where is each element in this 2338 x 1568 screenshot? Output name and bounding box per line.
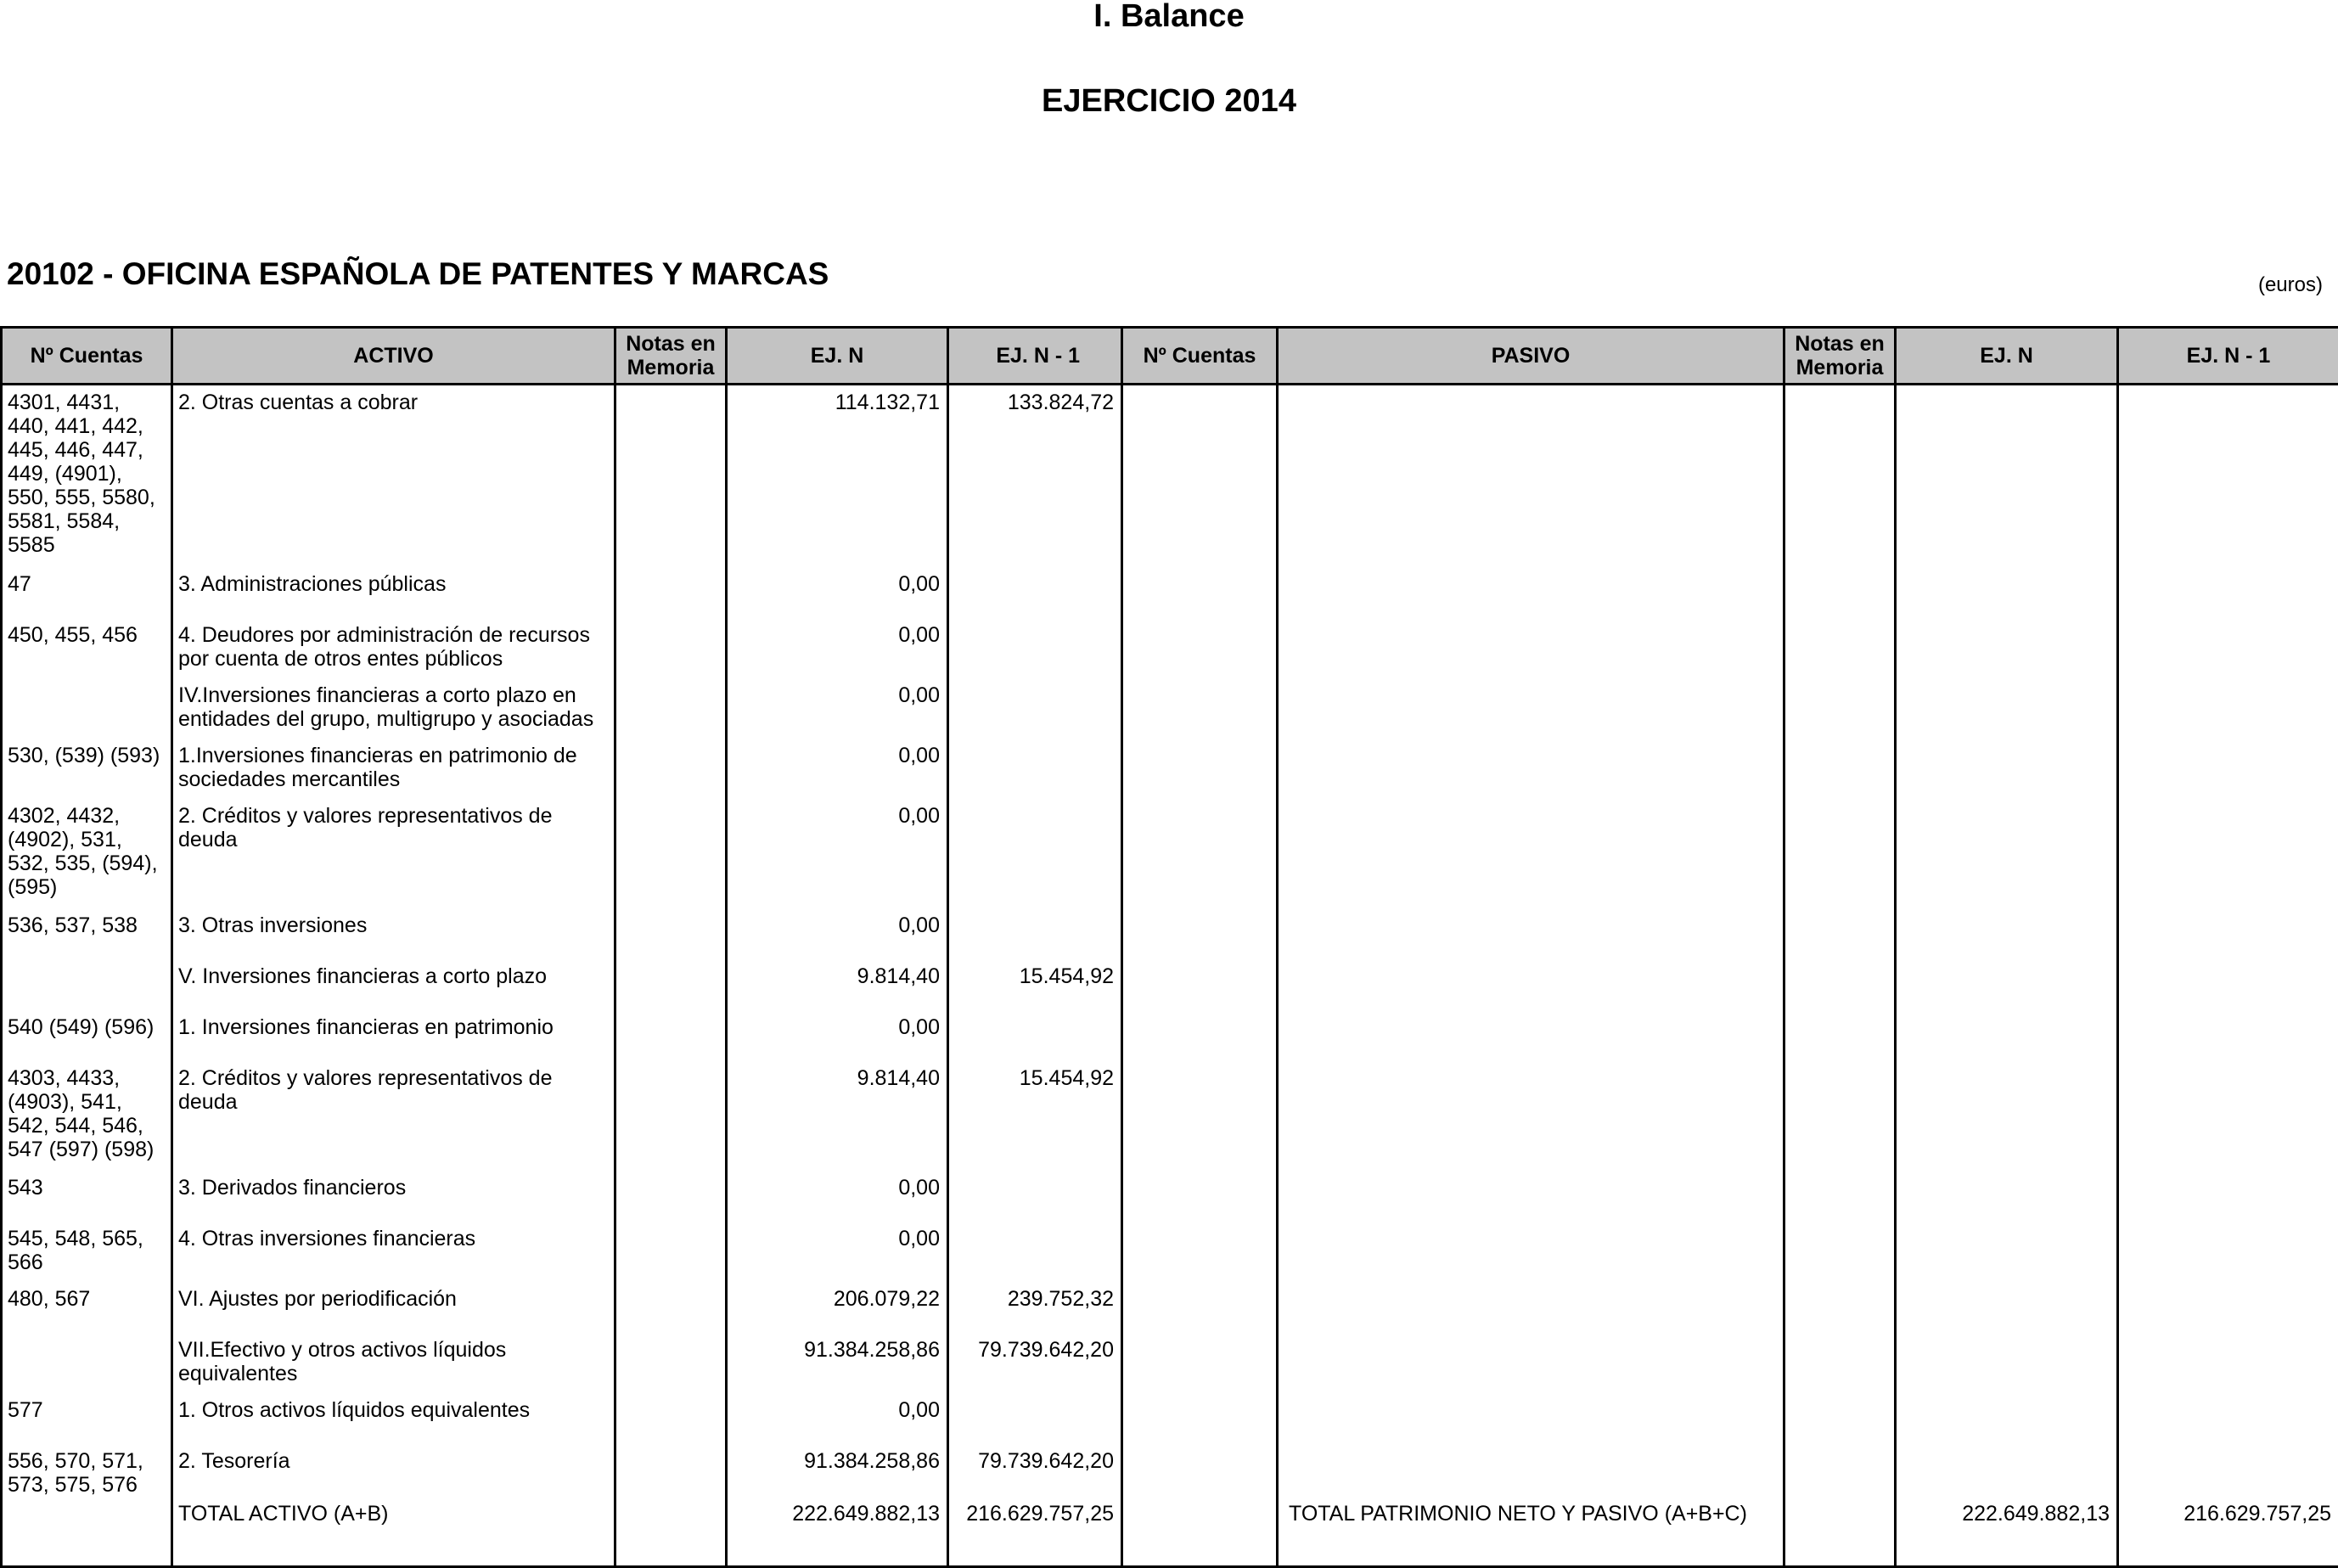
pasivo-ej-n-cell <box>1896 678 2118 739</box>
ej-n1-cell <box>948 1222 1122 1282</box>
pasivo-concepto-cell <box>1278 1171 1784 1222</box>
notas-cell <box>615 618 727 678</box>
pasivo-concepto-cell <box>1278 385 1784 567</box>
pasivo-ej-n1-cell <box>2118 799 2338 908</box>
organization-heading: 20102 - OFICINA ESPAÑOLA DE PATENTES Y MARCAS <box>7 256 829 291</box>
total-activo-label: TOTAL ACTIVO (A+B) <box>172 1497 615 1567</box>
notas-cell <box>615 567 727 618</box>
concepto-cell: 1. Otros activos líquidos equivalentes <box>172 1393 615 1444</box>
pasivo-notas-cell <box>1784 1333 1896 1393</box>
pasivo-concepto-cell <box>1278 739 1784 799</box>
header-ej-n1-pasivo: EJ. N - 1 <box>2118 328 2338 385</box>
pasivo-ej-n1-cell <box>2118 1393 2338 1444</box>
pasivo-ej-n-cell <box>1896 567 2118 618</box>
total-pasivo-ej-n: 222.649.882,13 <box>1896 1497 2118 1567</box>
table-row <box>2 1010 2338 1061</box>
concepto-cell: VII.Efectivo y otros activos líquidos equivalentes <box>172 1333 615 1393</box>
pasivo-concepto-cell <box>1278 799 1784 908</box>
header-notas-pasivo: Notas en Memoria <box>1784 328 1896 385</box>
concepto-cell: 2. Créditos y valores representativos de deuda <box>172 799 615 908</box>
cuentas-cell: 4303, 4433, (4903), 541, 542, 544, 546, 547 (597) (598) <box>2 1061 172 1171</box>
pasivo-concepto-cell <box>1278 1061 1784 1171</box>
pasivo-cuentas-cell <box>1122 739 1278 799</box>
concepto-cell: 3. Otras inversiones <box>172 908 615 959</box>
cuentas-cell: 480, 567 <box>2 1282 172 1333</box>
cuentas-cell: 530, (539) (593) <box>2 739 172 799</box>
concepto-cell: IV.Inversiones financieras a corto plazo en entidades del grupo, multigrupo y asociadas <box>172 678 615 739</box>
currency-units: (euros) <box>2257 273 2323 296</box>
pasivo-ej-n1-cell <box>2118 1010 2338 1061</box>
ej-n-cell: 0,00 <box>727 1171 948 1222</box>
cuentas-cell <box>2 1333 172 1393</box>
pasivo-concepto-cell <box>1278 1010 1784 1061</box>
table-row <box>2 799 2338 908</box>
notas-cell <box>615 385 727 567</box>
cuentas-cell: 545, 548, 565, 566 <box>2 1222 172 1282</box>
pasivo-notas-cell <box>1784 618 1896 678</box>
pasivo-cuentas-cell <box>1122 1444 1278 1497</box>
cuentas-cell <box>2 678 172 739</box>
pasivo-concepto-cell <box>1278 1393 1784 1444</box>
ej-n1-cell: 15.454,92 <box>948 1061 1122 1171</box>
notas-cell <box>615 1010 727 1061</box>
notas-cell <box>615 799 727 908</box>
concepto-cell: 1. Inversiones financieras en patrimonio <box>172 1010 615 1061</box>
total-activo-ej-n: 222.649.882,13 <box>727 1497 948 1567</box>
pasivo-ej-n-cell <box>1896 1171 2118 1222</box>
pasivo-ej-n1-cell <box>2118 385 2338 567</box>
pasivo-concepto-cell <box>1278 567 1784 618</box>
header-pasivo: PASIVO <box>1278 328 1784 385</box>
table-row <box>2 908 2338 959</box>
pasivo-notas-cell <box>1784 1282 1896 1333</box>
ej-n1-cell <box>948 799 1122 908</box>
concepto-cell: 2. Otras cuentas a cobrar <box>172 385 615 567</box>
pasivo-concepto-cell <box>1278 1333 1784 1393</box>
pasivo-cuentas-cell <box>1122 678 1278 739</box>
pasivo-ej-n-cell <box>1896 739 2118 799</box>
ej-n1-cell: 15.454,92 <box>948 959 1122 1010</box>
ej-n1-cell <box>948 567 1122 618</box>
header-ej-n-activo: EJ. N <box>727 328 948 385</box>
pasivo-cuentas-cell <box>1122 1010 1278 1061</box>
cuentas-cell: 450, 455, 456 <box>2 618 172 678</box>
total-pasivo-cuentas-cell <box>1122 1497 1278 1567</box>
notas-cell <box>615 1444 727 1497</box>
pasivo-cuentas-cell <box>1122 908 1278 959</box>
pasivo-ej-n-cell <box>1896 385 2118 567</box>
table-row <box>2 1282 2338 1333</box>
ej-n-cell: 9.814,40 <box>727 1061 948 1171</box>
table-body <box>2 385 2338 1567</box>
table-row <box>2 739 2338 799</box>
report-title: I. Balance <box>1093 0 1245 34</box>
pasivo-notas-cell <box>1784 1010 1896 1061</box>
pasivo-concepto-cell <box>1278 618 1784 678</box>
cuentas-cell: 556, 570, 571, 573, 575, 576 <box>2 1444 172 1497</box>
pasivo-ej-n1-cell <box>2118 959 2338 1010</box>
pasivo-cuentas-cell <box>1122 1393 1278 1444</box>
total-pasivo-notas-cell <box>1784 1497 1896 1567</box>
total-pasivo-label: TOTAL PATRIMONIO NETO Y PASIVO (A+B+C) <box>1278 1497 1784 1567</box>
ej-n1-cell <box>948 678 1122 739</box>
ej-n1-cell <box>948 739 1122 799</box>
table-row <box>2 1171 2338 1222</box>
pasivo-concepto-cell <box>1278 1444 1784 1497</box>
balance-table <box>0 326 2338 1568</box>
total-notas-cell <box>615 1497 727 1567</box>
table-row <box>2 959 2338 1010</box>
cuentas-cell: 47 <box>2 567 172 618</box>
notas-cell <box>615 739 727 799</box>
concepto-cell: 1.Inversiones financieras en patrimonio de sociedades mercantiles <box>172 739 615 799</box>
pasivo-notas-cell <box>1784 1061 1896 1171</box>
total-pasivo-ej-n1: 216.629.757,25 <box>2118 1497 2338 1567</box>
pasivo-ej-n1-cell <box>2118 1222 2338 1282</box>
table-row <box>2 1393 2338 1444</box>
pasivo-notas-cell <box>1784 1393 1896 1444</box>
pasivo-cuentas-cell <box>1122 1282 1278 1333</box>
concepto-cell: 3. Derivados financieros <box>172 1171 615 1222</box>
ej-n1-cell: 239.752,32 <box>948 1282 1122 1333</box>
pasivo-ej-n-cell <box>1896 1010 2118 1061</box>
pasivo-cuentas-cell <box>1122 618 1278 678</box>
ej-n-cell: 0,00 <box>727 1010 948 1061</box>
pasivo-ej-n-cell <box>1896 1444 2118 1497</box>
ej-n1-cell <box>948 908 1122 959</box>
concepto-cell: VI. Ajustes por periodificación <box>172 1282 615 1333</box>
pasivo-ej-n1-cell <box>2118 1444 2338 1497</box>
table-row <box>2 1222 2338 1282</box>
cuentas-cell: 540 (549) (596) <box>2 1010 172 1061</box>
notas-cell <box>615 1282 727 1333</box>
notas-cell <box>615 1222 727 1282</box>
pasivo-notas-cell <box>1784 1222 1896 1282</box>
pasivo-ej-n-cell <box>1896 959 2118 1010</box>
concepto-cell: 4. Otras inversiones financieras <box>172 1222 615 1282</box>
header-cuentas-pasivo: Nº Cuentas <box>1122 328 1278 385</box>
ej-n1-cell: 79.739.642,20 <box>948 1444 1122 1497</box>
pasivo-cuentas-cell <box>1122 959 1278 1010</box>
pasivo-ej-n-cell <box>1896 799 2118 908</box>
ej-n1-cell <box>948 1393 1122 1444</box>
cuentas-cell: 536, 537, 538 <box>2 908 172 959</box>
header-notas-activo: Notas en Memoria <box>615 328 727 385</box>
ej-n-cell: 91.384.258,86 <box>727 1333 948 1393</box>
pasivo-cuentas-cell <box>1122 1171 1278 1222</box>
pasivo-concepto-cell <box>1278 678 1784 739</box>
pasivo-ej-n-cell <box>1896 1061 2118 1171</box>
fiscal-year-title: EJERCICIO 2014 <box>1042 83 1296 119</box>
total-row <box>2 1497 2338 1567</box>
pasivo-ej-n1-cell <box>2118 908 2338 959</box>
pasivo-cuentas-cell <box>1122 1061 1278 1171</box>
table-row <box>2 567 2338 618</box>
pasivo-ej-n-cell <box>1896 1222 2118 1282</box>
ej-n1-cell: 133.824,72 <box>948 385 1122 567</box>
header-ej-n-pasivo: EJ. N <box>1896 328 2118 385</box>
table-row <box>2 385 2338 567</box>
pasivo-ej-n1-cell <box>2118 618 2338 678</box>
notas-cell <box>615 908 727 959</box>
pasivo-notas-cell <box>1784 908 1896 959</box>
pasivo-ej-n1-cell <box>2118 739 2338 799</box>
concepto-cell: V. Inversiones financieras a corto plazo <box>172 959 615 1010</box>
pasivo-ej-n-cell <box>1896 908 2118 959</box>
notas-cell <box>615 1333 727 1393</box>
table-row <box>2 618 2338 678</box>
concepto-cell: 2. Créditos y valores representativos de deuda <box>172 1061 615 1171</box>
notas-cell <box>615 959 727 1010</box>
total-activo-ej-n1: 216.629.757,25 <box>948 1497 1122 1567</box>
table-row <box>2 1061 2338 1171</box>
cuentas-cell: 543 <box>2 1171 172 1222</box>
pasivo-cuentas-cell <box>1122 799 1278 908</box>
notas-cell <box>615 678 727 739</box>
cuentas-cell: 4301, 4431, 440, 441, 442, 445, 446, 447, 449, (4901), 550, 555, 5580, 5581, 5584, 5585 <box>2 385 172 567</box>
notas-cell <box>615 1171 727 1222</box>
pasivo-concepto-cell <box>1278 1222 1784 1282</box>
ej-n-cell: 0,00 <box>727 567 948 618</box>
table-header-row <box>2 328 2338 385</box>
concepto-cell: 4. Deudores por administración de recursos por cuenta de otros entes públicos <box>172 618 615 678</box>
table-row <box>2 1444 2338 1497</box>
pasivo-cuentas-cell <box>1122 567 1278 618</box>
pasivo-notas-cell <box>1784 739 1896 799</box>
pasivo-ej-n1-cell <box>2118 1061 2338 1171</box>
cuentas-cell: 577 <box>2 1393 172 1444</box>
pasivo-concepto-cell <box>1278 908 1784 959</box>
table-row <box>2 1333 2338 1393</box>
pasivo-ej-n1-cell <box>2118 1333 2338 1393</box>
cuentas-cell <box>2 959 172 1010</box>
pasivo-ej-n-cell <box>1896 618 2118 678</box>
pasivo-ej-n1-cell <box>2118 1282 2338 1333</box>
pasivo-notas-cell <box>1784 959 1896 1010</box>
ej-n-cell: 0,00 <box>727 1393 948 1444</box>
pasivo-notas-cell <box>1784 567 1896 618</box>
ej-n1-cell <box>948 1171 1122 1222</box>
notas-cell <box>615 1393 727 1444</box>
pasivo-ej-n-cell <box>1896 1333 2118 1393</box>
pasivo-cuentas-cell <box>1122 1222 1278 1282</box>
pasivo-notas-cell <box>1784 799 1896 908</box>
pasivo-ej-n1-cell <box>2118 567 2338 618</box>
ej-n-cell: 0,00 <box>727 739 948 799</box>
pasivo-notas-cell <box>1784 678 1896 739</box>
pasivo-ej-n-cell <box>1896 1393 2118 1444</box>
header-cuentas-activo: Nº Cuentas <box>2 328 172 385</box>
cuentas-cell: 4302, 4432, (4902), 531, 532, 535, (594), (595) <box>2 799 172 908</box>
concepto-cell: 2. Tesorería <box>172 1444 615 1497</box>
ej-n-cell: 206.079,22 <box>727 1282 948 1333</box>
total-cuentas-cell <box>2 1497 172 1567</box>
notas-cell <box>615 1061 727 1171</box>
pasivo-cuentas-cell <box>1122 1333 1278 1393</box>
pasivo-concepto-cell <box>1278 959 1784 1010</box>
ej-n-cell: 0,00 <box>727 799 948 908</box>
pasivo-notas-cell <box>1784 1444 1896 1497</box>
pasivo-ej-n1-cell <box>2118 1171 2338 1222</box>
pasivo-notas-cell <box>1784 1171 1896 1222</box>
ej-n-cell: 9.814,40 <box>727 959 948 1010</box>
pasivo-concepto-cell <box>1278 1282 1784 1333</box>
table-row <box>2 678 2338 739</box>
ej-n1-cell: 79.739.642,20 <box>948 1333 1122 1393</box>
ej-n-cell: 114.132,71 <box>727 385 948 567</box>
header-ej-n1-activo: EJ. N - 1 <box>948 328 1122 385</box>
ej-n-cell: 0,00 <box>727 678 948 739</box>
header-activo: ACTIVO <box>172 328 615 385</box>
ej-n-cell: 0,00 <box>727 1222 948 1282</box>
ej-n-cell: 91.384.258,86 <box>727 1444 948 1497</box>
pasivo-cuentas-cell <box>1122 385 1278 567</box>
ej-n1-cell <box>948 618 1122 678</box>
concepto-cell: 3. Administraciones públicas <box>172 567 615 618</box>
ej-n-cell: 0,00 <box>727 908 948 959</box>
pasivo-ej-n-cell <box>1896 1282 2118 1333</box>
ej-n-cell: 0,00 <box>727 618 948 678</box>
ej-n1-cell <box>948 1010 1122 1061</box>
pasivo-notas-cell <box>1784 385 1896 567</box>
pasivo-ej-n1-cell <box>2118 678 2338 739</box>
